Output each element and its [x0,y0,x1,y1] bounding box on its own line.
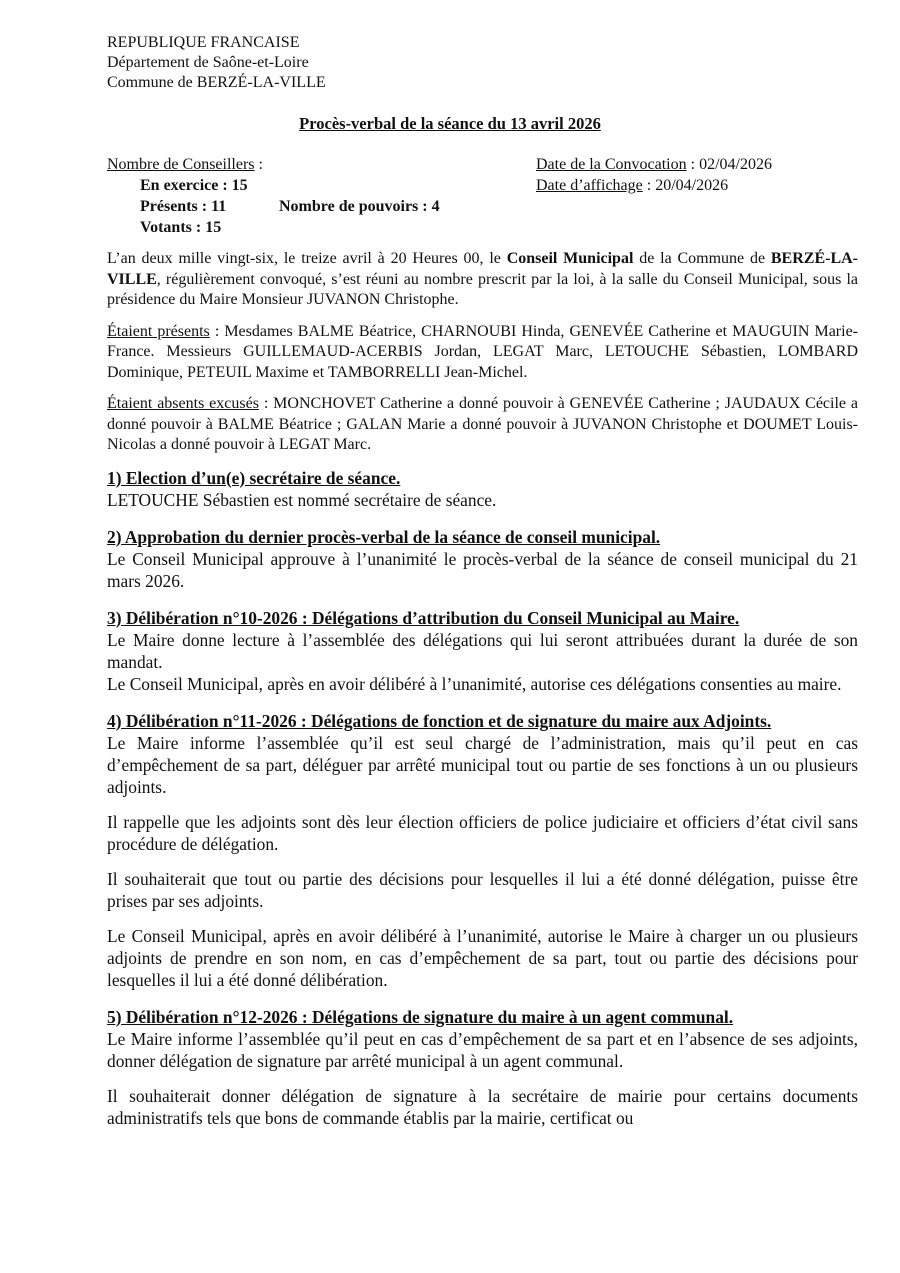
councillors-label-suffix: : [254,156,263,173]
affichage-value: : 20/04/2026 [642,177,729,194]
intro-paragraph: L’an deux mille vingt-six, le treize avril à 20 Heures 00, le Conseil Municipal de la Commune de BERZÉ-LA-VILLE, régulièrement convoqué, s’est réuni au nombre prescrit par la loi, à la salle du Conseil Municipal, sous la présidence du Maire Monsieur JUVANON Christophe. [107,250,858,308]
presents-label: Étaient présents [107,322,210,340]
affichage-label: Date d’affichage [536,177,643,194]
section-4-paragraph-4: Le Conseil Municipal, après en avoir délibéré à l’unanimité, autorise le Maire à charger un ou plusieurs adjoints de prendre en son nom, en cas d’empêchement de sa part, tout ou partie des décisions pour lesquelles il lui a été donné délibération. [107,925,858,990]
header-departement: Département de Saône-et-Loire [107,54,309,71]
section-1-paragraph: LETOUCHE Sébastien est nommé secrétaire de séance. [107,489,497,510]
stat-votants: Votants : 15 [140,219,222,236]
header-republique: REPUBLIQUE FRANCAISE [107,34,300,51]
section-2-paragraph: Le Conseil Municipal approuve à l’unanimité le procès-verbal de la séance de conseil municipal du 21 mars 2026. [107,548,858,591]
section-5-paragraph-2: Il souhaiterait donner délégation de signature à la secrétaire de mairie pour certains documents administratifs tels que bons de commande établis par la mairie, certificat ou [107,1085,858,1128]
section-1-heading: 1) Election d’un(e) secrétaire de séance. [107,467,401,488]
section-4-paragraph-3: Il souhaiterait que tout ou partie des décisions pour lesquelles il lui a été donné délégation, puisse être prises par ses adjoints. [107,868,858,911]
section-3-heading: 3) Délibération n°10-2026 : Délégations d’attribution du Conseil Municipal au Maire. [107,607,740,628]
councillor-stats [107,154,440,238]
section-4-paragraph-1: Le Maire informe l’assemblée qu’il est seul chargé de l’administration, mais qu’il peut en cas d’empêchement de sa part, déléguer par arrêté municipal tout ou partie de ses fonctions à un ou plusieurs adjoints. [107,732,858,797]
section-4-paragraph-2: Il rappelle que les adjoints sont dès leur élection officiers de police judiciaire et officiers d’état civil sans procédure de délégation. [107,811,858,854]
document-header [107,33,326,93]
meeting-dates [536,154,772,196]
section-5-paragraph-1: Le Maire informe l’assemblée qu’il peut en cas d’empêchement de sa part et en l’absence de ses adjoints, donner délégation de signature par arrêté municipal à un agent communal. [107,1028,858,1071]
document-title: Procès-verbal de la séance du 13 avril 2026 [299,114,601,133]
presents-paragraph: Étaient présents : Mesdames BALME Béatrice, CHARNOUBI Hinda, GENEVÉE Catherine et MAUGUIN Marie-France. Messieurs GUILLEMAUD-ACERBIS Jordan, LEGAT Marc, LETOUCHE Sébastien, LOMBARD Dominique, PETEUIL Maxime et TAMBORRELLI Jean-Michel. [107,322,859,381]
stat-exercice: En exercice : 15 [140,177,248,194]
section-3-paragraph-2: Le Conseil Municipal, après en avoir délibéré à l’unanimité, autorise ces délégations consenties au maire. [107,673,842,694]
section-4-heading: 4) Délibération n°11-2026 : Délégations de fonction et de signature du maire aux Adjoints. [107,710,772,731]
section-2-heading: 2) Approbation du dernier procès-verbal de la séance de conseil municipal. [107,526,661,547]
section-5-heading: 5) Délibération n°12-2026 : Délégations de signature du maire à un agent communal. [107,1006,734,1027]
absents-paragraph: Étaient absents excusés : MONCHOVET Catherine a donné pouvoir à GENEVÉE Catherine ; JAUDAUX Cécile a donné pouvoir à BALME Béatrice ; GALAN Marie a donné pouvoir à JUVANON Christophe et DOUMET Louis-Nicolas a donné pouvoir à LEGAT Marc. [107,395,859,453]
stat-presents: Présents : 11 [140,198,227,215]
convocation-value: : 02/04/2026 [686,156,772,173]
section-3-paragraph-1: Le Maire donne lecture à l’assemblée des délégations qui lui seront attribuées durant la durée de son mandat. [107,629,858,672]
councillors-label: Nombre de Conseillers [107,156,255,173]
header-commune: Commune de BERZÉ-LA-VILLE [107,74,326,91]
absents-label: Étaient absents excusés [107,395,259,412]
convocation-label: Date de la Convocation [536,156,687,173]
stat-pouvoirs: Nombre de pouvoirs : 4 [279,198,440,215]
document-body [107,249,858,1129]
